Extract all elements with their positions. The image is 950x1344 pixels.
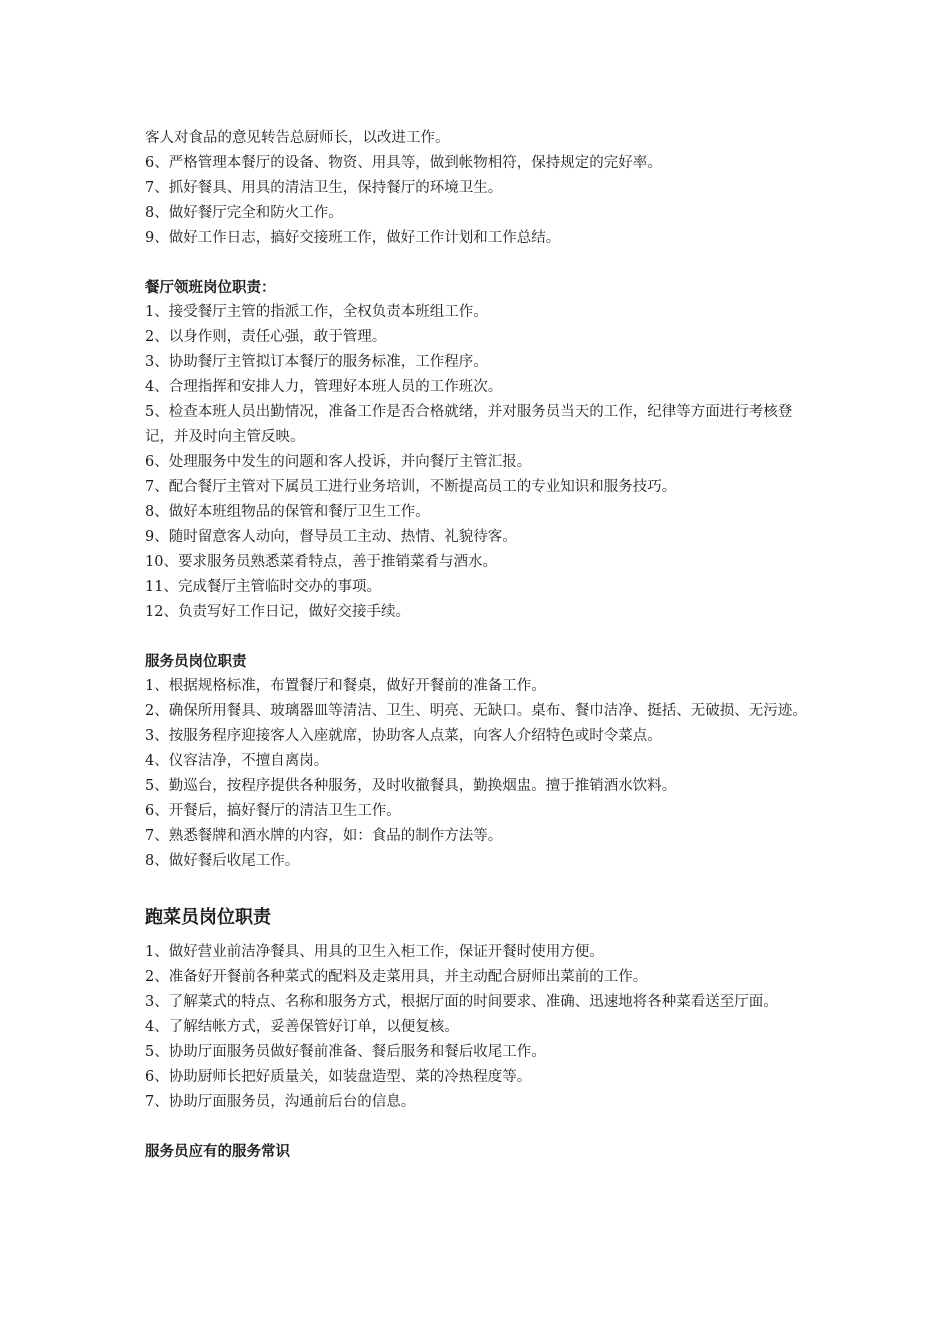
list-item: 12、负责写好工作日记，做好交接手续。 xyxy=(145,604,410,620)
list-item: 2、准备好开餐前各种菜式的配料及走菜用具，并主动配合厨师出菜前的工作。 xyxy=(145,969,648,985)
list-item: 2、确保所用餐具、玻璃器皿等清洁、卫生、明亮、无缺口。桌布、餐巾洁净、挺括、无破损、无污迹。 xyxy=(145,703,807,719)
text-line: 9、做好工作日志，搞好交接班工作，做好工作计划和工作总结。 xyxy=(145,230,561,246)
section-knowledge xyxy=(145,1139,810,1164)
list-item: 4、仪容洁净，不擅自离岗。 xyxy=(145,753,329,769)
list-item: 1、根据规格标准，布置餐厅和餐桌，做好开餐前的准备工作。 xyxy=(145,678,546,694)
text-line: 6、严格管理本餐厅的设备、物资、用具等，做到帐物相符，保持规定的完好率。 xyxy=(145,155,662,171)
document-body xyxy=(145,126,810,1164)
section-runner xyxy=(145,904,810,1115)
list-item: 3、按服务程序迎接客人入座就席，协助客人点菜，向客人介绍特色或时令菜点。 xyxy=(145,728,662,744)
text-line: 客人对食品的意见转告总厨师长，以改进工作。 xyxy=(145,130,450,146)
list-item: 10、要求服务员熟悉菜肴特点，善于推销菜肴与酒水。 xyxy=(145,554,497,570)
list-item: 6、开餐后，搞好餐厅的清洁卫生工作。 xyxy=(145,803,401,819)
list-item: 6、处理服务中发生的问题和客人投诉，并向餐厅主管汇报。 xyxy=(145,454,532,470)
list-item: 4、了解结帐方式，妥善保管好订单，以便复核。 xyxy=(145,1019,459,1035)
list-item: 8、做好餐后收尾工作。 xyxy=(145,853,300,869)
list-item: 5、检查本班人员出勤情况，准备工作是否合格就绪，并对服务员当天的工作，纪律等方面进行考核登记，并及时向主管反映。 xyxy=(145,404,793,445)
section-heading: 服务员应有的服务常识 xyxy=(145,1143,290,1160)
text-line: 7、抓好餐具、用具的清洁卫生，保持餐厅的环境卫生。 xyxy=(145,180,503,196)
list-item: 1、做好营业前洁净餐具、用具的卫生入柜工作，保证开餐时使用方便。 xyxy=(145,944,604,960)
list-item: 3、了解菜式的特点、名称和服务方式，根据厅面的时间要求、准确、迅速地将各种菜看送至厅面。 xyxy=(145,994,778,1010)
list-item: 6、协助厨师长把好质量关，如装盘造型、菜的冷热程度等。 xyxy=(145,1069,532,1085)
text-line: 8、做好餐厅完全和防火工作。 xyxy=(145,205,343,221)
list-item: 7、熟悉餐牌和酒水牌的内容，如：食品的制作方法等。 xyxy=(145,828,503,844)
list-item: 7、协助厅面服务员，沟通前后台的信息。 xyxy=(145,1094,416,1110)
list-item: 1、接受餐厅主管的指派工作，全权负责本班组工作。 xyxy=(145,304,488,320)
section-leader xyxy=(145,275,810,625)
section-waiter xyxy=(145,649,810,874)
section-heading: 餐厅领班岗位职责： xyxy=(145,279,276,296)
list-item: 2、以身作则，责任心强，敢于管理。 xyxy=(145,329,387,345)
list-item: 8、做好本班组物品的保管和餐厅卫生工作。 xyxy=(145,504,430,520)
list-item: 11、完成餐厅主管临时交办的事项。 xyxy=(145,579,381,595)
intro-block xyxy=(145,126,810,251)
list-item: 5、勤巡台，按程序提供各种服务，及时收撤餐具，勤换烟盅。擅于推销酒水饮料。 xyxy=(145,778,677,794)
section-heading-large: 跑菜员岗位职责 xyxy=(145,907,271,928)
section-heading: 服务员岗位职责 xyxy=(145,653,247,670)
list-item: 9、随时留意客人动向，督导员工主动、热情、礼貌待客。 xyxy=(145,529,517,545)
list-item: 3、协助餐厅主管拟订本餐厅的服务标准，工作程序。 xyxy=(145,354,488,370)
list-item: 5、协助厅面服务员做好餐前准备、餐后服务和餐后收尾工作。 xyxy=(145,1044,546,1060)
list-item: 7、配合餐厅主管对下属员工进行业务培训，不断提高员工的专业知识和服务技巧。 xyxy=(145,479,677,495)
list-item: 4、合理指挥和安排人力，管理好本班人员的工作班次。 xyxy=(145,379,503,395)
